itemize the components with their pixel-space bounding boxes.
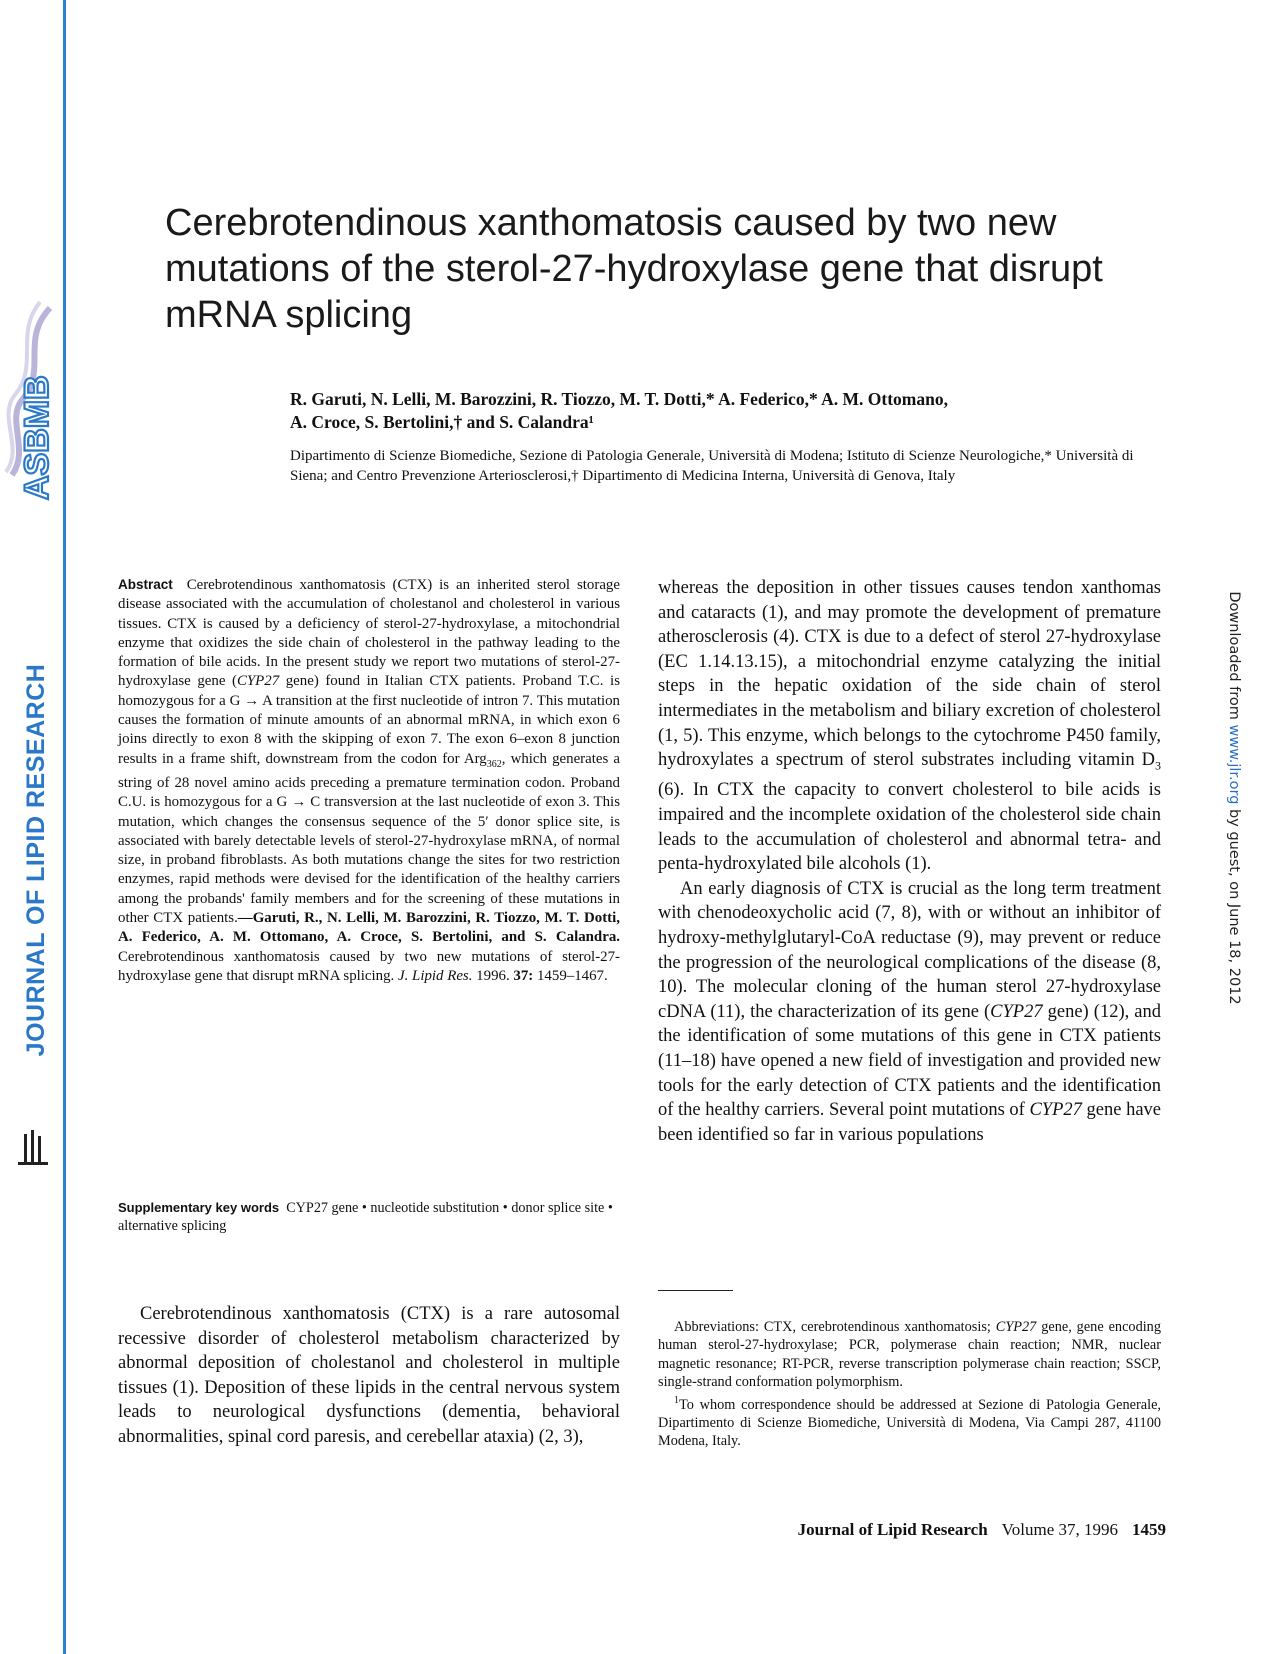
abbreviations-text-a: Abbreviations: CTX, cerebrotendinous xanthomatosis; <box>674 1319 996 1335</box>
abstract-citation-title: Cerebrotendinous xanthomatosis caused by two new mutations of sterol-27-hydroxylase gene that disrupt mRNA splicing. <box>118 948 620 984</box>
key-words <box>118 1199 620 1235</box>
authors-line-2: A. Croce, S. Bertolini,† and S. Calandra¹ <box>290 412 594 432</box>
abstract-citation-pages: 1459–1467. <box>533 967 608 984</box>
body-gene-1: CYP27 <box>990 1001 1043 1022</box>
body-paragraph-2c: gene have been identified so far in various populations <box>658 1100 1161 1145</box>
download-note-prefix: Downloaded from <box>1226 591 1242 720</box>
download-note-link[interactable]: www.jlr.org <box>1226 724 1242 805</box>
asbmb-logo-text: ASBMB <box>18 375 56 500</box>
abbreviations-gene: CYP27 <box>995 1319 1037 1335</box>
article-title: Cerebrotendinous xanthomatosis caused by two new mutations of the sterol-27-hydroxylase gene that disrupt mRNA splicing <box>165 202 1103 336</box>
margin-rule <box>63 0 66 1654</box>
asbmb-logo <box>0 300 62 550</box>
affiliations: Dipartimento di Scienze Biomediche, Sezione di Patologia Generale, Università di Modena; Istituto di Scienze Neurologiche,* Università di Siena; and Centro Prevenzione Arteriosclerosi,† Dipartimento di Medicina Interna, Università di Genova, Italy <box>290 448 1134 484</box>
key-words-text: CYP27 gene • nucleotide substitution • donor splice site • alternative splicing <box>118 1200 613 1234</box>
abstract-citation-authors: —Garuti, R., N. Lelli, M. Barozzini, R. Tiozzo, M. T. Dotti, A. Federico, A. M. Ottomano, A. Croce, S. Bertolini, and S. Calandra. <box>118 910 620 946</box>
footer-volume: Volume 37, 1996 <box>1001 1520 1118 1539</box>
body-paragraph-1a: whereas the deposition in other tissues causes tendon xanthomas and cataracts (1), and may promote the development of premature atherosclerosis (4). CTX is due to a defect of sterol 27-hydroxylase (EC 1.14.13.15), a mitochondrial enzyme catalyzing the initial steps in the hepatic oxidation of the side chain of sterol intermediates in the metabolism and biliary excretion of cholesterol (1, 5). This enzyme, which belongs to the cytochrome P450 family, hydroxylates a spectrum of sterol substrates including vitamin D <box>658 578 1161 771</box>
footer-journal: Journal of Lipid Research <box>797 1520 988 1539</box>
correspondence-mark: 1 <box>674 1394 679 1406</box>
body-paragraph-1b: (6). In CTX the capacity to convert cholesterol to bile acids is impaired and the incomplete oxidation of the cholesterol side chain leads to the accumulation of cholesterol and abnormal tetra- and penta-hydroxylated bile alcohols (1). <box>658 780 1161 875</box>
body-paragraph-2 <box>658 877 1161 1148</box>
page-footer <box>726 1520 1166 1540</box>
body-paragraph-2a: An early diagnosis of CTX is crucial as the long term treatment with chenodeoxycholic acid (7, 8), with or without an inhibitor of hydroxy-methylglutaryl-CoA reductase (9), may prevent or reduce the progression of the neurological complications of the disease (8, 10). The molecular cloning of the human sterol 27-hydroxylase cDNA (11), the characterization of its gene ( <box>658 878 1161 1022</box>
correspondence-footnote <box>658 1392 1161 1451</box>
abstract-label: Abstract <box>118 577 173 592</box>
authors-line-1: R. Garuti, N. Lelli, M. Barozzini, R. Tiozzo, M. T. Dotti,* A. Federico,* A. M. Ottomano, <box>290 389 948 409</box>
body-paragraph-2b: gene) (12), and the identification of some mutations of this gene in CTX patients (11–18) have opened a new field of investigation and provided new tools for the early detection of CTX patients and the identification of the healthy carriers. Several point mutations of <box>658 1001 1161 1121</box>
abstract <box>118 575 620 986</box>
abstract-citation-journal: J. Lipid Res. <box>398 967 473 984</box>
abstract-citation-volume: 37: <box>513 967 534 984</box>
abstract-text-1: Cerebrotendinous xanthomatosis (CTX) is an inherited sterol storage disease associated with the accumulation of cholestanol and cholesterol in various tissues. CTX is caused by a deficiency of sterol-27-hydroxylase, a mitochondrial enzyme that oxidizes the side chain of cholesterol in the pathway leading to the formation of bile acids. In the present study we report two mutations of sterol-27-hydroxylase gene ( <box>118 577 620 690</box>
body-paragraph-1 <box>658 576 1161 877</box>
journal-name-vertical: JOURNAL OF LIPID RESEARCH <box>22 663 50 1057</box>
footnotes <box>658 1318 1161 1451</box>
abstract-text-2: gene) found in Italian CTX patients. Proband T.C. is homozygous for a G → A transition at the first nucleotide of intron 7. This mutation causes the formation of minute amounts of an abnormal mRNA, in which exon 6 joins directly to exon 8 with the skipping of exon 7. The exon 6–exon 8 junction results in a frame shift, downstream from the codon for Arg <box>118 673 620 767</box>
page-number: 1459 <box>1132 1520 1166 1539</box>
download-note-suffix: by guest, on June 18, 2012 <box>1226 809 1242 1005</box>
abstract-arg-subscript: 362 <box>486 758 502 770</box>
footnote-divider <box>658 1290 733 1291</box>
body-right-column <box>658 576 1161 1147</box>
author-list <box>290 388 1140 434</box>
abbreviations-footnote <box>658 1318 1161 1392</box>
abstract-text-3: , which generates a string of 28 novel amino acids preceding a premature termination codon. Proband C.U. is homozygous for a G → C transversion at the last nucleotide of exon 3. This mutation, which changes the consensus sequence of the 5′ donor splice site, is associated with barely detectable levels of sterol-27-hydroxylase mRNA, of normal size, in proband fibroblasts. As both mutations change the sites for two restriction enzymes, rapid methods were devised for the identification of the healthy carriers among the probands' family members and for the screening of these mutations in other CTX patients. <box>118 750 620 927</box>
jlr-logo-text: JLR <box>16 1128 18 1129</box>
body-gene-2: CYP27 <box>1029 1100 1082 1121</box>
jlr-logo <box>16 1128 50 1168</box>
abstract-gene: CYP27 <box>236 673 280 690</box>
abbreviations-text-b: gene, gene encoding human sterol-27-hydroxylase; PCR, polymerase chain reaction; NMR, nuclear magnetic resonance; RT-PCR, reverse transcription polymerase chain reaction; SSCP, single-strand conformation polymorphism. <box>658 1319 1161 1391</box>
download-note <box>1216 578 1242 1018</box>
correspondence-text: To whom correspondence should be addressed at Sezione di Patologia Generale, Dipartimento di Scienze Biomediche, Università di Modena, Via Campi 287, 41100 Modena, Italy. <box>658 1396 1161 1450</box>
key-words-label: Supplementary key words <box>118 1200 280 1215</box>
intro-paragraph-left: Cerebrotendinous xanthomatosis (CTX) is a rare autosomal recessive disorder of cholesterol metabolism characterized by abnormal deposition of cholestanol and cholesterol in multiple tissues (1). Deposition of these lipids in the central nervous system leads to neurological dysfunctions (dementia, behavioral abnormalities, spinal cord paresis, and cerebellar ataxia) (2, 3), <box>118 1304 620 1447</box>
vitamin-d-subscript: 3 <box>1155 758 1161 773</box>
abstract-citation-year: 1996. <box>472 967 514 984</box>
